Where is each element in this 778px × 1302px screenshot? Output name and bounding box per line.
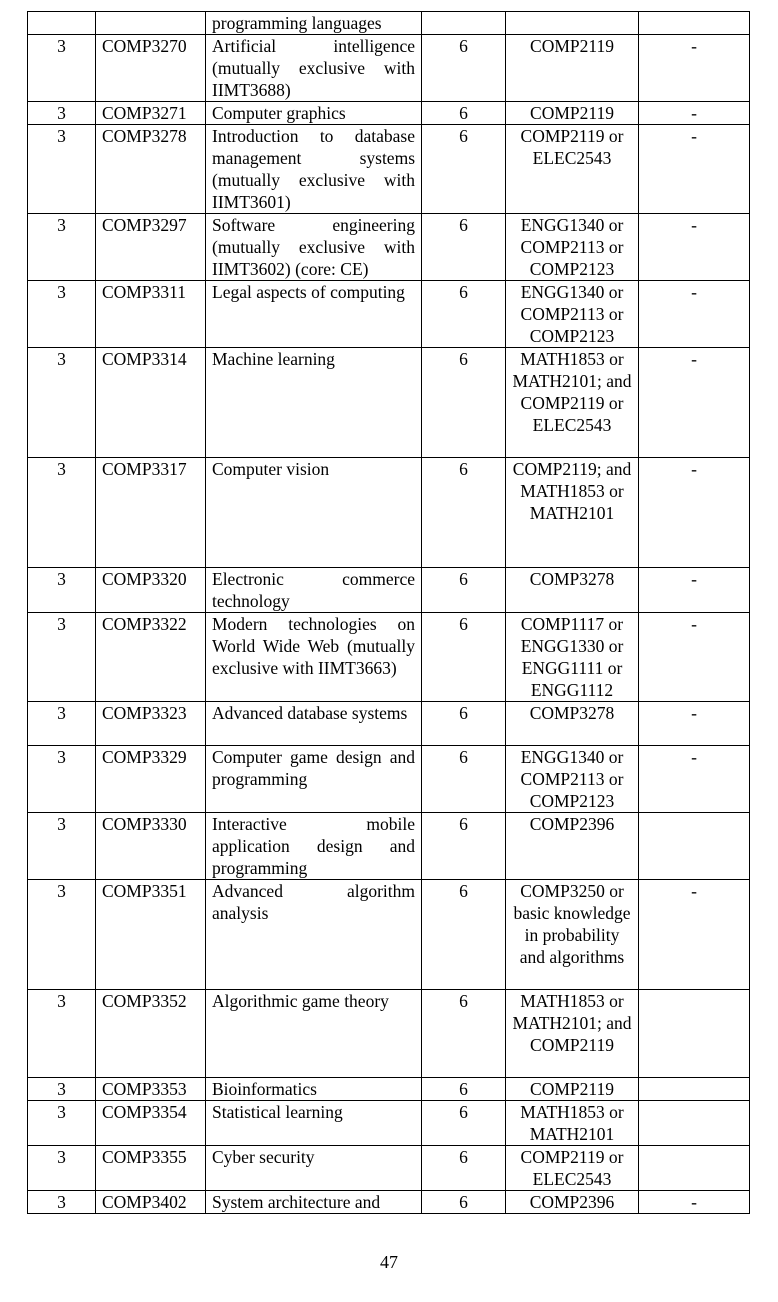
course-year [28,12,96,35]
course-credits: 6 [422,1146,506,1191]
course-credits: 6 [422,458,506,568]
table-row [28,214,750,281]
course-credits: 6 [422,746,506,813]
course-code: COMP3351 [96,880,206,990]
table-row [28,990,750,1078]
course-year: 3 [28,1078,96,1101]
course-corequisites: - [639,702,750,746]
course-year: 3 [28,35,96,102]
course-credits: 6 [422,1101,506,1146]
course-year: 3 [28,281,96,348]
course-prerequisites: COMP2119 or ELEC2543 [506,125,639,214]
course-title: Advanced algorithm analysis [206,880,422,990]
table-row [28,458,750,568]
course-prerequisites: ENGG1340 or COMP2113 or COMP2123 [506,746,639,813]
course-table-body [28,12,750,1214]
course-prerequisites: COMP2119 [506,1078,639,1101]
course-code: COMP3271 [96,102,206,125]
course-year: 3 [28,125,96,214]
course-credits: 6 [422,568,506,613]
course-credits: 6 [422,880,506,990]
course-code: COMP3353 [96,1078,206,1101]
course-credits: 6 [422,613,506,702]
course-code: COMP3317 [96,458,206,568]
page-number: 47 [380,1252,398,1272]
course-corequisites [639,1078,750,1101]
course-corequisites: - [639,348,750,458]
course-code: COMP3329 [96,746,206,813]
course-code [96,12,206,35]
course-corequisites: - [639,102,750,125]
table-row [28,348,750,458]
course-code: COMP3330 [96,813,206,880]
course-year: 3 [28,613,96,702]
course-prerequisites: COMP2119; and MATH1853 or MATH2101 [506,458,639,568]
course-title: Cyber security [206,1146,422,1191]
table-row [28,281,750,348]
course-code: COMP3352 [96,990,206,1078]
course-title: Electronic commerce technology [206,568,422,613]
course-prerequisites: COMP3278 [506,702,639,746]
course-corequisites: - [639,281,750,348]
course-corequisites: - [639,613,750,702]
course-title: Introduction to database management systems (mutually exclusive with IIMT3601) [206,125,422,214]
course-year: 3 [28,568,96,613]
course-title: Legal aspects of computing [206,281,422,348]
course-prerequisites: ENGG1340 or COMP2113 or COMP2123 [506,281,639,348]
course-corequisites: - [639,568,750,613]
course-year: 3 [28,1101,96,1146]
course-year: 3 [28,458,96,568]
course-code: COMP3270 [96,35,206,102]
course-title: Computer game design and programming [206,746,422,813]
course-title: Statistical learning [206,1101,422,1146]
course-prerequisites [506,12,639,35]
course-corequisites [639,813,750,880]
course-corequisites: - [639,214,750,281]
table-row [28,1078,750,1101]
course-prerequisites: COMP1117 or ENGG1330 or ENGG1111 or ENGG1112 [506,613,639,702]
course-year: 3 [28,990,96,1078]
course-corequisites [639,1101,750,1146]
course-code: COMP3314 [96,348,206,458]
course-title: Bioinformatics [206,1078,422,1101]
table-row [28,1146,750,1191]
course-corequisites [639,12,750,35]
course-title: Advanced database systems [206,702,422,746]
course-prerequisites: MATH1853 or MATH2101 [506,1101,639,1146]
course-prerequisites: COMP2119 or ELEC2543 [506,1146,639,1191]
course-credits: 6 [422,702,506,746]
table-row [28,12,750,35]
course-credits [422,12,506,35]
course-title: Machine learning [206,348,422,458]
course-code: COMP3320 [96,568,206,613]
course-year: 3 [28,348,96,458]
course-prerequisites: COMP2119 [506,102,639,125]
table-row [28,702,750,746]
course-year: 3 [28,1191,96,1214]
course-corequisites: - [639,458,750,568]
course-title: Modern technologies on World Wide Web (mutually exclusive with IIMT3663) [206,613,422,702]
course-credits: 6 [422,125,506,214]
course-credits: 6 [422,1078,506,1101]
table-row [28,813,750,880]
course-credits: 6 [422,813,506,880]
course-year: 3 [28,813,96,880]
course-title: Computer graphics [206,102,422,125]
table-row [28,1101,750,1146]
course-table [27,11,750,1214]
course-prerequisites: COMP3278 [506,568,639,613]
table-row [28,613,750,702]
table-row [28,35,750,102]
course-year: 3 [28,746,96,813]
course-year: 3 [28,702,96,746]
course-prerequisites: MATH1853 or MATH2101; and COMP2119 or ELEC2543 [506,348,639,458]
course-credits: 6 [422,348,506,458]
course-corequisites: - [639,35,750,102]
course-year: 3 [28,102,96,125]
course-corequisites [639,1146,750,1191]
table-row [28,125,750,214]
course-credits: 6 [422,102,506,125]
table-row [28,102,750,125]
course-year: 3 [28,214,96,281]
course-title: Algorithmic game theory [206,990,422,1078]
course-corequisites: - [639,880,750,990]
course-code: COMP3402 [96,1191,206,1214]
course-prerequisites: COMP2396 [506,813,639,880]
course-title: Artificial intelligence (mutually exclusive with IIMT3688) [206,35,422,102]
course-credits: 6 [422,281,506,348]
course-prerequisites: COMP3250 or basic knowledge in probability and algorithms [506,880,639,990]
course-prerequisites: ENGG1340 or COMP2113 or COMP2123 [506,214,639,281]
course-title: System architecture and [206,1191,422,1214]
course-corequisites [639,990,750,1078]
course-credits: 6 [422,214,506,281]
course-prerequisites: MATH1853 or MATH2101; and COMP2119 [506,990,639,1078]
course-year: 3 [28,1146,96,1191]
course-code: COMP3355 [96,1146,206,1191]
course-title: Computer vision [206,458,422,568]
course-year: 3 [28,880,96,990]
course-code: COMP3322 [96,613,206,702]
course-credits: 6 [422,35,506,102]
course-prerequisites: COMP2119 [506,35,639,102]
course-code: COMP3311 [96,281,206,348]
course-code: COMP3278 [96,125,206,214]
table-row [28,1191,750,1214]
course-title: programming languages [206,12,422,35]
course-corequisites: - [639,125,750,214]
course-title: Software engineering (mutually exclusive with IIMT3602) (core: CE) [206,214,422,281]
course-credits: 6 [422,1191,506,1214]
course-corequisites: - [639,746,750,813]
table-row [28,880,750,990]
course-title: Interactive mobile application design and programming [206,813,422,880]
course-code: COMP3323 [96,702,206,746]
course-code: COMP3297 [96,214,206,281]
course-corequisites: - [639,1191,750,1214]
course-credits: 6 [422,990,506,1078]
course-code: COMP3354 [96,1101,206,1146]
course-prerequisites: COMP2396 [506,1191,639,1214]
table-row [28,746,750,813]
table-row [28,568,750,613]
